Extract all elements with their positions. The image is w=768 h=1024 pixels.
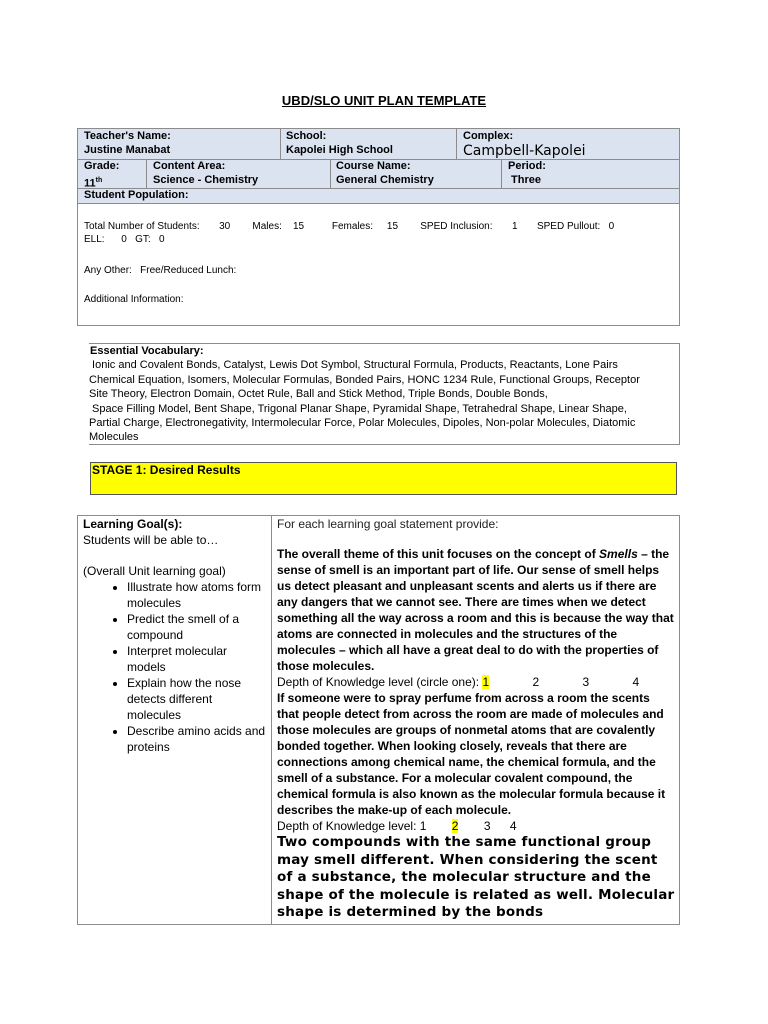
page-title: UBD/SLO UNIT PLAN TEMPLATE	[281, 93, 487, 108]
period-label: Period:	[508, 160, 546, 172]
population-counts: Total Number of Students: 30 Males: 15 Females: 15 SPED Inclusion: 1 SPED Pullout: 0	[84, 221, 615, 232]
stage1-banner	[90, 462, 677, 495]
dok-option: 4	[632, 675, 640, 689]
complex-value: Campbell-Kapolei	[463, 143, 586, 159]
theme-paragraph: The overall theme of this unit focuses on the concept of Smells – the sense of smell is an important part of life. Our sense of smell helps us detect pleasant and unpleasant scents and alerts us if there are any dangers that we cannot see. There are times when we detect something all the way across a room and this is because the way that atoms are connected in molecules and the structures of the molecules – which all have a great deal to do with the properties of those molecules.	[277, 547, 674, 673]
vocabulary-line: Space Filling Model, Bent Shape, Trigonal Planar Shape, Pyramidal Shape, Tetrahedral Shape, Linear Shape,	[89, 402, 627, 415]
dok-option: 2	[532, 675, 540, 689]
course-name-value: General Chemistry	[336, 174, 434, 186]
population-additional: Additional Information:	[84, 294, 184, 305]
teacher-value: Justine Manabat	[84, 144, 171, 156]
header-table	[77, 128, 680, 326]
dok-option: 1	[419, 819, 427, 833]
teacher-label: Teacher's Name:	[84, 130, 171, 142]
goal-list	[83, 579, 269, 755]
school-value: Kapolei High School	[286, 144, 393, 156]
learning-goals-label: Learning Goal(s):	[83, 517, 183, 531]
content-area-label: Content Area:	[153, 160, 226, 172]
goal-item: • Explain how the nose detects different molecules	[127, 675, 269, 723]
stage1-label: STAGE 1: Desired Results	[92, 463, 241, 477]
vocabulary-label: Essential Vocabulary:	[90, 345, 204, 357]
course-name-label: Course Name:	[336, 160, 411, 172]
dok-selected-option: 1	[482, 675, 490, 689]
school-label: School:	[286, 130, 327, 142]
dok-level-2: Depth of Knowledge level: 1 2 3 4	[277, 819, 517, 833]
population-other: Any Other: Free/Reduced Lunch:	[84, 265, 237, 276]
goal-item: • Predict the smell of a compound	[127, 611, 269, 643]
learning-goals-column	[83, 516, 269, 755]
dok-selected-option: 2	[451, 819, 459, 833]
goal-item: • Describe amino acids and proteins	[127, 723, 269, 755]
population-ell-gt: ELL: 0 GT: 0	[84, 234, 165, 245]
dok-option: 3	[582, 675, 590, 689]
grade-label: Grade:	[84, 160, 120, 172]
vocabulary-line: Ionic and Covalent Bonds, Catalyst, Lewis Dot Symbol, Structural Formula, Products, Reactants, Lone Pairs	[89, 359, 618, 372]
goal-statements-column	[277, 516, 675, 922]
students-able-to: Students will be able to…	[83, 533, 219, 547]
period-value: Three	[511, 174, 541, 186]
dok-level-1: Depth of Knowledge level (circle one): 1 2 3 4	[277, 675, 640, 689]
vocabulary-line: Site Theory, Electron Domain, Octet Rule, Ball and Stick Method, Triple Bonds, Double Bonds,	[89, 388, 548, 401]
vocabulary-line: Partial Charge, Electronegativity, Intermolecular Force, Polar Molecules, Dipoles, Non-polar Molecules, Diatomic	[89, 417, 636, 430]
functional-group-paragraph: Two compounds with the same functional group may smell different. When considering the scent of a substance, the molecular structure and the shape of the molecule is related as well. Molecular shape is determined by the bonds	[277, 834, 675, 921]
dok-option: 3	[483, 819, 491, 833]
complex-label: Complex:	[463, 130, 514, 142]
provide-instruction: For each learning goal statement provide:	[277, 517, 499, 531]
student-population-label: Student Population:	[84, 189, 189, 201]
goal-item: • Illustrate how atoms form molecules	[127, 579, 269, 611]
learning-goals-table	[77, 515, 680, 925]
vocabulary-line: Chemical Equation, Isomers, Molecular Formulas, Bonded Pairs, HONC 1234 Rule, Functional Groups, Receptor	[89, 373, 640, 386]
grade-value: 11th	[84, 177, 103, 190]
content-area-value: Science - Chemistry	[153, 174, 259, 186]
perfume-paragraph: If someone were to spray perfume from across a room the scents that people detect from across the room are made of molecules and those molecules are groups of nonmetal atoms that are covalently bonded together. When looking closely, reveals that there are connections among chemical name, the chemical formula, and the smell of a substance. For a molecular covalent compound, the chemical formula is also known as the molecular formula because it describes the make-up of each molecule.	[277, 691, 666, 817]
vocabulary-line: Molecules	[89, 431, 139, 444]
overall-goal-label: (Overall Unit learning goal)	[83, 564, 226, 578]
dok-option: 4	[509, 819, 517, 833]
essential-vocabulary	[89, 343, 680, 445]
goal-item: • Interpret molecular models	[127, 643, 269, 675]
